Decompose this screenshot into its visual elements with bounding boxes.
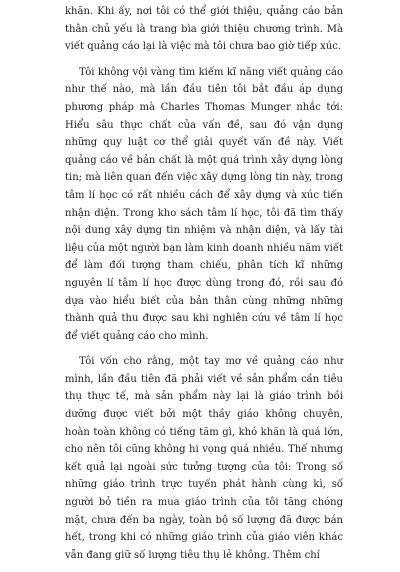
paragraph-3: Tôi vốn cho rằng, một tay mơ về quảng cáo như mình, lần đầu tiên đã phải viết về sản phẩm cần tiêu thụ thực tế, mà sản phẩm này lại là giáo trình bồi dưỡng được viết bởi một thầy giáo không chuyên, hoàn toàn không có tiếng tăm gì, khó khăn là quá lớn, cho nên tôi cũng không hi vọng quá nhiều. Thế nhưng kết quả lại ngoài sức tưởng tượng của tôi: Trong số những giáo trình trực tuyến phát hành cùng kì, số người bỏ tiền ra mua giáo trình của tôi tăng chóng mặt, chưa đến ba ngày, toàn bộ số lượng đã được bán hết, trong khi có những giáo trình của giáo viên khác vẫn đang giữ số lượng tiêu thụ lẻ không. Thêm chí: [65, 356, 343, 561]
paragraph-2: Tôi không vội vàng tìm kiếm kĩ năng viết quảng cáo như thế nào, mà lần đầu tiên tôi bắt đầu áp dụng phương pháp mà Charles Thomas Munger nhắc tới: Hiểu sâu thực chất của vấn đề, sau đó vận dụng những quy luật cơ thể giải quyết vấn đề này. Viết quảng cáo về bản chất là một quá trình xây dựng lòng tin; mà liên quan đến việc xây dựng lòng tin này, trong tâm lí học có rất nhiều cách để xây dựng và xúc tiến nhận diện. Trong kho sách tâm lí học, tôi đã tìm thấy nội dung xây dựng tin nhiệm và nhận diện, và lấy tài liệu của một người bạn làm kinh doanh nhiều năm viết để làm đối tượng tham chiếu, phân tích kĩ những nguyên lí tâm lí học được dùng trong đó, rồi sau đó dựa vào hiểu biết của bản thân cùng những những thành quả thu được sau khi nghiên cứu về tâm lí học để viết quảng cáo cho mình.: [65, 66, 343, 342]
body-text: [65, 3, 343, 572]
paragraph-1: khăn. Khi ấy, nơi tôi có thể giới thiệu, quảng cáo bản thân chủ yếu là trang bìa giới thiệu chương trình. Mà viết quảng cáo lại là việc mà tôi chưa bao giờ tiếp xúc.: [65, 6, 343, 53]
